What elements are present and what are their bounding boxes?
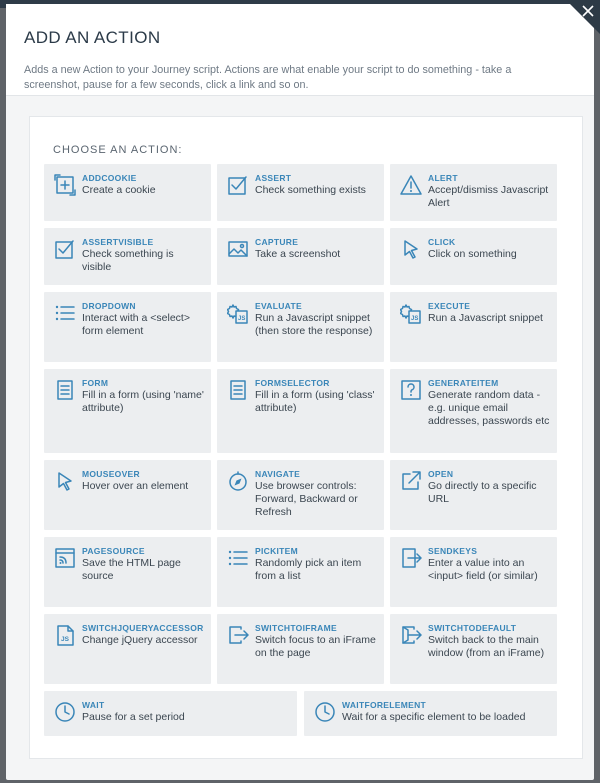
action-description: Enter a value into an <input> field (or similar) (428, 557, 538, 583)
action-card-formselector[interactable] (217, 369, 384, 453)
check-box-icon (227, 174, 249, 196)
action-name: CLICK (428, 237, 456, 247)
action-name: FORM (82, 378, 109, 388)
list-icon (54, 302, 76, 324)
action-name: FORMSELECTOR (255, 378, 330, 388)
check-box-icon (54, 238, 76, 260)
action-name: OPEN (428, 469, 454, 479)
action-card-waitforelement[interactable] (304, 691, 557, 736)
js-gear-icon (400, 302, 422, 324)
action-name: SWITCHTOIFRAME (255, 623, 337, 633)
panel-title: CHOOSE AN ACTION: (53, 144, 183, 156)
action-description: Accept/dismiss Javascript Alert (428, 184, 549, 210)
action-card-form[interactable] (44, 369, 211, 453)
switch-in-icon (227, 624, 249, 646)
svg-text:JS: JS (61, 636, 69, 643)
action-name: SWITCHTODEFAULT (428, 623, 517, 633)
modal-header (6, 4, 594, 96)
clock-icon (54, 701, 76, 723)
action-description: Check something exists (255, 184, 366, 196)
pointer-icon (54, 470, 76, 492)
action-description: Fill in a form (using 'name' attribute) (82, 389, 204, 415)
action-description: Switch back to the main window (from an iFrame) (428, 634, 545, 660)
action-card-navigate[interactable] (217, 460, 384, 530)
add-box-icon (54, 174, 76, 196)
action-card-mouseover[interactable] (44, 460, 211, 530)
action-card-open[interactable] (390, 460, 557, 530)
action-name: EXECUTE (428, 301, 471, 311)
svg-text:JS: JS (411, 316, 419, 322)
action-description: Switch focus to an iFrame on the page (255, 634, 376, 660)
action-name: PICKITEM (255, 546, 299, 556)
js-gear-icon (227, 302, 249, 324)
send-keys-icon (400, 547, 422, 569)
action-card-generateitem[interactable] (390, 369, 557, 453)
image-icon (227, 238, 249, 260)
action-name: ASSERT (255, 173, 292, 183)
action-name: MOUSEOVER (82, 469, 140, 479)
action-card-switchjqueryaccessor[interactable] (44, 614, 211, 684)
close-icon (582, 5, 594, 17)
action-card-pagesource[interactable] (44, 537, 211, 607)
action-card-dropdown[interactable] (44, 292, 211, 362)
action-description: Save the HTML page source (82, 557, 181, 583)
action-name: CAPTURE (255, 237, 299, 247)
compass-icon (227, 470, 249, 492)
question-box-icon (400, 379, 422, 401)
action-description: Randomly pick an item from a list (255, 557, 362, 583)
action-description: Pause for a set period (82, 711, 185, 723)
action-description: Generate random data - e.g. unique email addresses, passwords etc (428, 389, 550, 428)
action-name: DROPDOWN (82, 301, 136, 311)
action-description: Check something is visible (82, 248, 174, 274)
action-description: Create a cookie (82, 184, 156, 196)
svg-text:JS: JS (238, 316, 246, 322)
action-description: Run a Javascript snippet (428, 312, 543, 324)
action-card-alert[interactable] (390, 164, 557, 221)
action-name: SENDKEYS (428, 546, 478, 556)
action-card-switchtodefault[interactable] (390, 614, 557, 684)
action-name: WAITFORELEMENT (342, 700, 426, 710)
form-icon (54, 379, 76, 401)
action-description: Fill in a form (using 'class' attribute) (255, 389, 375, 415)
form-icon (227, 379, 249, 401)
action-card-click[interactable] (390, 228, 557, 285)
action-description: Change jQuery accessor (82, 634, 198, 646)
pointer-icon (400, 238, 422, 260)
action-card-addcookie[interactable] (44, 164, 211, 221)
action-card-switchtoiframe[interactable] (217, 614, 384, 684)
action-chooser-panel (29, 116, 583, 759)
action-description: Wait for a specific element to be loaded (342, 711, 526, 723)
page-source-icon (54, 547, 76, 569)
action-card-assertvisible[interactable] (44, 228, 211, 285)
action-name: EVALUATE (255, 301, 302, 311)
action-name: ADDCOOKIE (82, 173, 137, 183)
action-name: NAVIGATE (255, 469, 301, 479)
action-description: Interact with a <select> form element (82, 312, 190, 338)
external-link-icon (400, 470, 422, 492)
action-description: Hover over an element (82, 480, 189, 492)
action-description: Click on something (428, 248, 517, 260)
action-card-sendkeys[interactable] (390, 537, 557, 607)
action-card-evaluate[interactable] (217, 292, 384, 362)
action-name: PAGESOURCE (82, 546, 145, 556)
js-file-icon (54, 624, 76, 646)
action-card-pickitem[interactable] (217, 537, 384, 607)
action-name: ASSERTVISIBLE (82, 237, 154, 247)
action-card-assert[interactable] (217, 164, 384, 221)
action-description: Run a Javascript snippet (then store the response) (255, 312, 373, 338)
list-icon (227, 547, 249, 569)
warning-icon (400, 174, 422, 196)
action-card-execute[interactable] (390, 292, 557, 362)
action-card-wait[interactable] (44, 691, 297, 736)
action-card-capture[interactable] (217, 228, 384, 285)
action-description: Go directly to a specific URL (428, 480, 537, 506)
action-name: SWITCHJQUERYACCESSOR (82, 623, 204, 633)
modal-description: Adds a new Action to your Journey script. Actions are what enable your script to do something - take a screenshot, pause for a few seconds, click a link and so on. (24, 64, 512, 91)
add-action-modal (6, 4, 594, 780)
modal-title: ADD AN ACTION (24, 28, 161, 47)
action-name: WAIT (82, 700, 105, 710)
action-description: Use browser controls: Forward, Backward or Refresh (255, 480, 358, 519)
action-name: GENERATEITEM (428, 378, 499, 388)
switch-out-icon (400, 624, 422, 646)
action-name: ALERT (428, 173, 458, 183)
action-description: Take a screenshot (255, 248, 341, 260)
clock-icon (314, 701, 336, 723)
